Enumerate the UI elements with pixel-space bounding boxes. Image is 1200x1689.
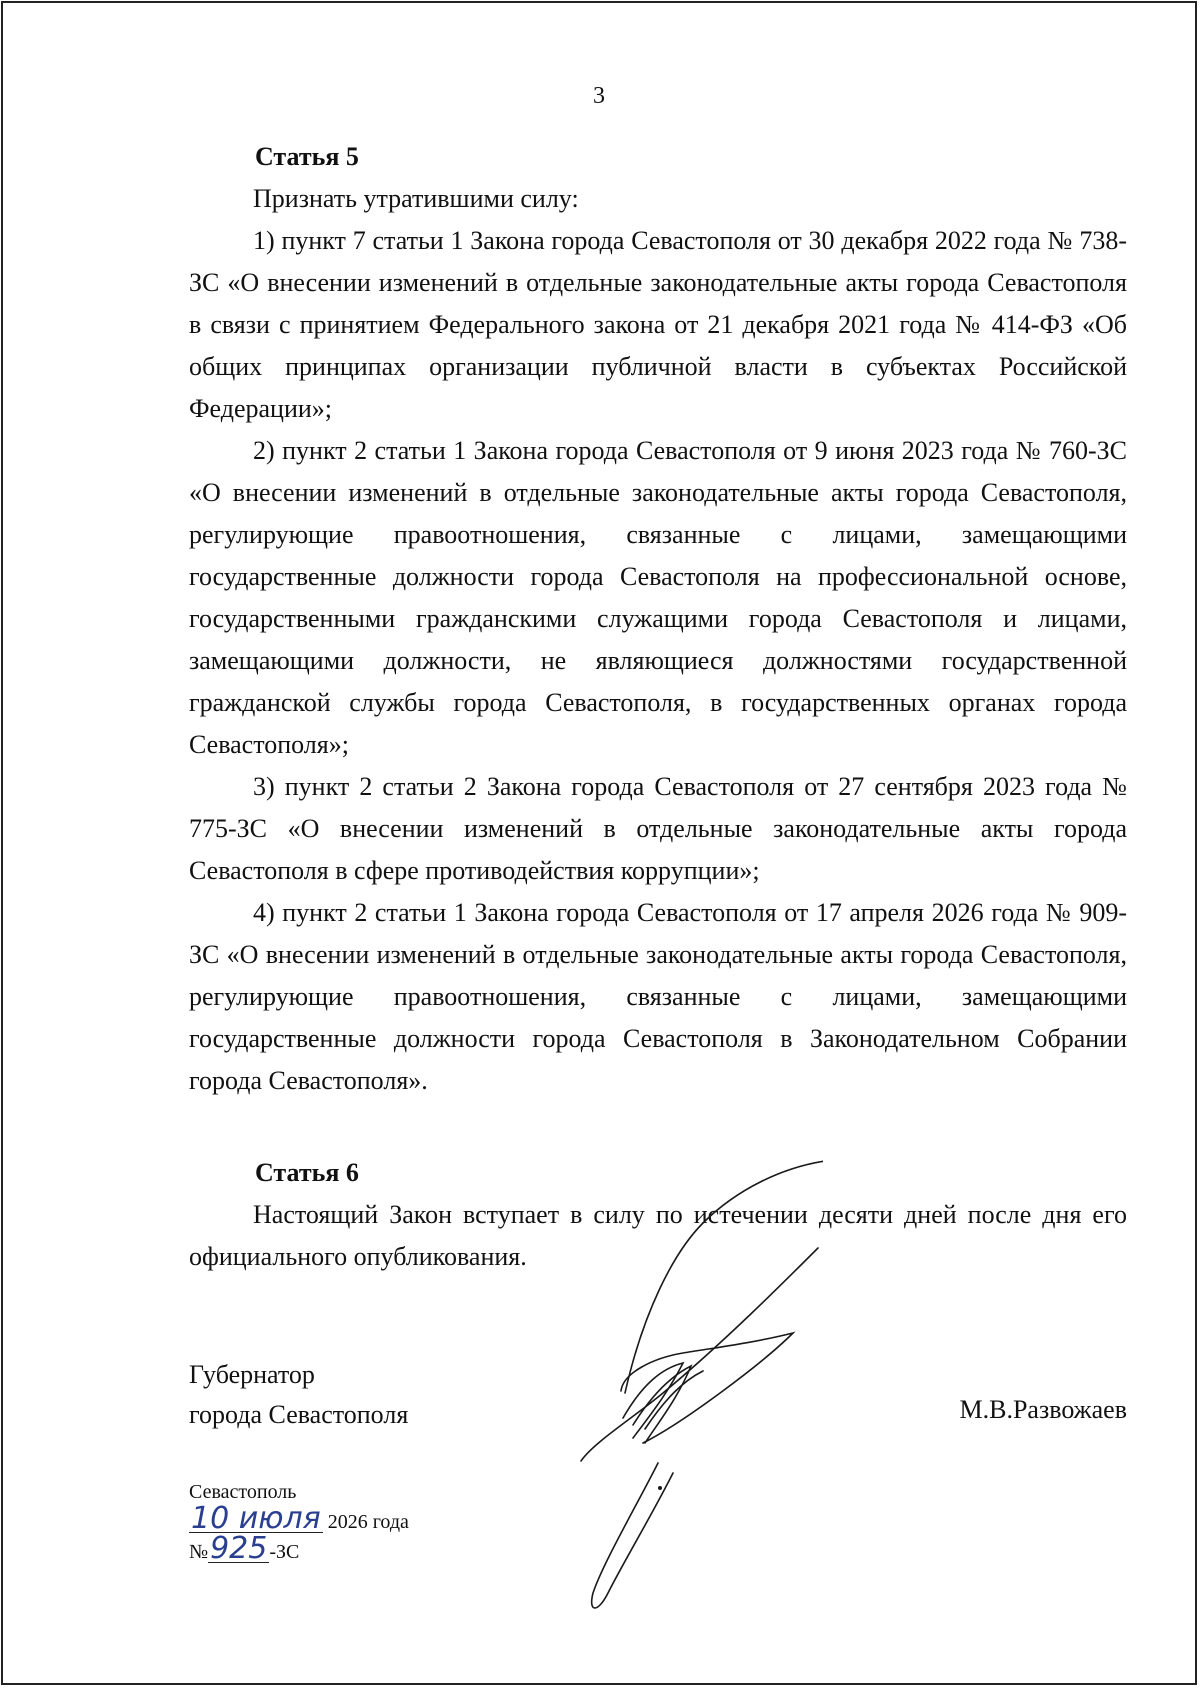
law-number-prefix: № — [189, 1541, 209, 1563]
article-5-intro: Признать утратившими силу: — [253, 184, 579, 213]
article-5-item-3: 3) пункт 2 статьи 2 Закона города Севастополя от 27 сентября 2023 года № 775-ЗС «О внесении изменений в отдельные законодательные акты города Севастополя в сфере противодействия коррупции»; — [189, 772, 1127, 885]
handwritten-date: 10 июля — [191, 1501, 321, 1536]
governor-name: М.В.Развожаев — [959, 1395, 1127, 1424]
governor-line-2: города Севастополя — [189, 1400, 409, 1429]
signature-image — [563, 1153, 823, 1623]
article-6-text: Настоящий Закон вступает в силу по истечении десяти дней после дня его официального опубликования. — [189, 1200, 1127, 1271]
law-number — [189, 1531, 409, 1566]
governor-title — [189, 1355, 408, 1435]
article-6-heading: Статья 6 — [255, 1158, 359, 1187]
governor-line-1: Губернатор — [189, 1360, 315, 1389]
article-5-item-2: 2) пункт 2 статьи 1 Закона города Севастополя от 9 июня 2023 года № 760-ЗС «О внесении изменений в отдельные законодательные акты города Севастополя, регулирующие правоотношения, связанные с лицами, замещающими государственные должности города Севастополя на профессиональной основе, государственными гражданскими служащими города Севастополя и лицами, замещающими должности, не являющиеся должностями государственной гражданской службы города Севастополя, в государственных органах города Севастополя»; — [189, 436, 1127, 759]
signing-details — [189, 1478, 409, 1566]
law-number-suffix: -ЗС — [269, 1541, 300, 1563]
article-5-item-4: 4) пункт 2 статьи 1 Закона города Севастополя от 17 апреля 2026 года № 909-ЗС «О внесении изменений в отдельные законодательные акты города Севастополя, регулирующие правоотношения, связанные с лицами, замещающими государственные должности города Севастополя в Законодательном Собрании города Севастополя». — [189, 898, 1127, 1095]
signing-year: 2026 года — [327, 1511, 409, 1533]
signing-city: Севастополь — [189, 1481, 297, 1503]
article-5-item-1: 1) пункт 7 статьи 1 Закона города Севастополя от 30 декабря 2022 года № 738-ЗС «О внесении изменений в отдельные законодательные акты города Севастополя в связи с принятием Федерального закона от 21 декабря 2021 года № 414-ФЗ «Об общих принципах организации публичной власти в субъектах Российской Федерации»; — [189, 226, 1127, 423]
document-page — [1, 1, 1197, 1685]
handwritten-number: 925 — [210, 1531, 268, 1566]
page-number: 3 — [593, 83, 605, 109]
document-body — [189, 136, 1127, 1278]
article-5-heading: Статья 5 — [255, 142, 359, 171]
